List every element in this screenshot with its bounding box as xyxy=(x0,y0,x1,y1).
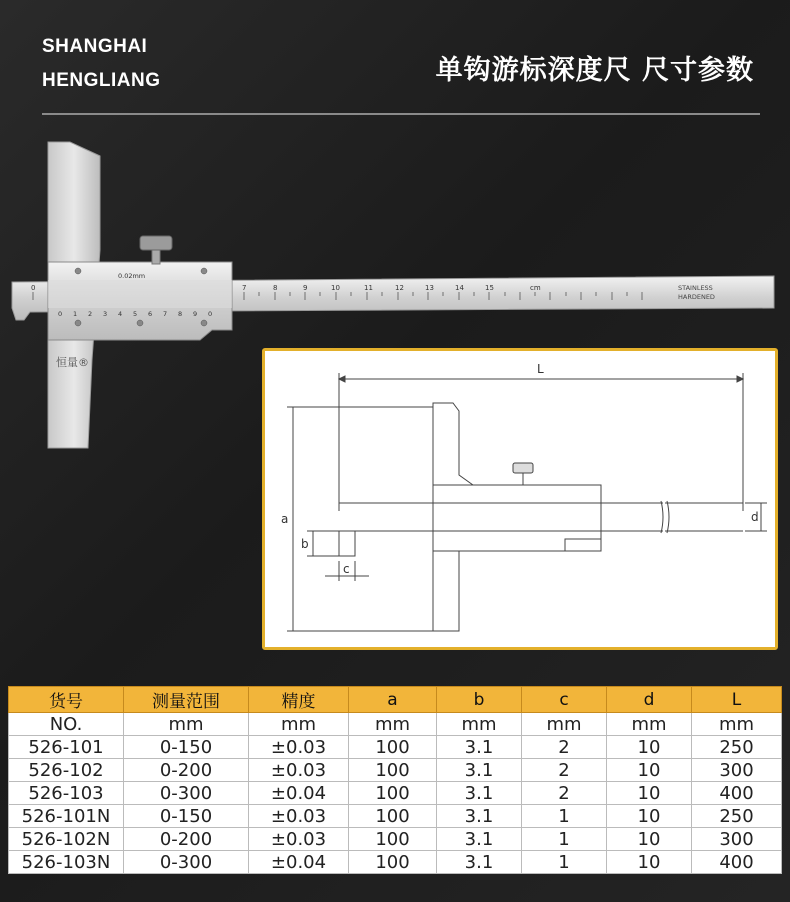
page-title: 单钩游标深度尺 尺寸参数 xyxy=(435,55,754,86)
table-cell: 10 xyxy=(607,828,692,851)
table-header-row xyxy=(9,687,782,713)
vernier-precision-label: 0.02mm xyxy=(118,272,146,280)
svg-text:2: 2 xyxy=(88,310,93,318)
table-cell: 100 xyxy=(349,828,437,851)
table-cell: 1 xyxy=(522,805,607,828)
table-cell: 3.1 xyxy=(437,828,522,851)
svg-text:8: 8 xyxy=(273,284,278,292)
table-cell: 10 xyxy=(607,782,692,805)
svg-text:0: 0 xyxy=(31,284,36,292)
table-cell: 300 xyxy=(692,759,782,782)
table-cell: 526-103N xyxy=(9,851,124,874)
svg-text:6: 6 xyxy=(148,310,153,318)
label-c: c xyxy=(343,562,350,576)
table-cell: ±0.03 xyxy=(249,828,349,851)
header-divider xyxy=(42,113,760,115)
unit-cell: mm xyxy=(607,713,692,736)
table-cell: 526-102N xyxy=(9,828,124,851)
table-cell: 3.1 xyxy=(437,736,522,759)
table-cell: 1 xyxy=(522,851,607,874)
table-cell: ±0.04 xyxy=(249,851,349,874)
table-cell: 100 xyxy=(349,805,437,828)
diagram-drawing xyxy=(265,351,775,647)
table-cell: 100 xyxy=(349,782,437,805)
table-cell: 3.1 xyxy=(437,782,522,805)
table-cell: 2 xyxy=(522,736,607,759)
table-cell: 0-300 xyxy=(124,782,249,805)
svg-text:14: 14 xyxy=(455,284,464,292)
table-cell: 10 xyxy=(607,736,692,759)
table-cell: 2 xyxy=(522,782,607,805)
engraving-stainless: STAINLESS xyxy=(678,284,713,292)
table-cell: 526-103 xyxy=(9,782,124,805)
svg-text:8: 8 xyxy=(178,310,183,318)
svg-text:11: 11 xyxy=(364,284,373,292)
svg-text:5: 5 xyxy=(133,310,138,318)
header-L: L xyxy=(692,687,782,713)
table-row xyxy=(9,759,782,782)
table-cell: 0-300 xyxy=(124,851,249,874)
header-b: b xyxy=(437,687,522,713)
table-cell: 0-200 xyxy=(124,759,249,782)
svg-text:1: 1 xyxy=(73,310,78,318)
svg-text:12: 12 xyxy=(395,284,404,292)
table-cell: 100 xyxy=(349,759,437,782)
table-cell: 2 xyxy=(522,759,607,782)
svg-text:0: 0 xyxy=(208,310,213,318)
engraving-hardened: HARDENED xyxy=(678,293,715,301)
svg-text:cm: cm xyxy=(530,284,541,292)
svg-text:3: 3 xyxy=(103,310,108,318)
table-cell: 300 xyxy=(692,828,782,851)
unit-cell: mm xyxy=(522,713,607,736)
table-cell: 0-150 xyxy=(124,736,249,759)
header-accuracy: 精度 xyxy=(249,687,349,713)
brand-logo xyxy=(42,30,161,98)
table-cell: ±0.03 xyxy=(249,736,349,759)
table-cell: 100 xyxy=(349,851,437,874)
header-a: a xyxy=(349,687,437,713)
table-cell: 526-101 xyxy=(9,736,124,759)
unit-cell: mm xyxy=(692,713,782,736)
brand-engraving: 恒量® xyxy=(56,356,89,369)
svg-text:0: 0 xyxy=(58,310,63,318)
label-d: d xyxy=(751,510,759,524)
brand-line-1: SHANGHAI xyxy=(42,36,148,57)
table-cell: 3.1 xyxy=(437,805,522,828)
table-row xyxy=(9,828,782,851)
table-row xyxy=(9,782,782,805)
table-cell: 10 xyxy=(607,805,692,828)
table-cell: 400 xyxy=(692,851,782,874)
table-unit-row xyxy=(9,713,782,736)
table-cell: 10 xyxy=(607,759,692,782)
table-cell: 526-102 xyxy=(9,759,124,782)
table-cell: 250 xyxy=(692,736,782,759)
table-cell: 0-150 xyxy=(124,805,249,828)
spec-table xyxy=(8,686,781,874)
table-cell: 0-200 xyxy=(124,828,249,851)
unit-cell: NO. xyxy=(9,713,124,736)
table-cell: 100 xyxy=(349,736,437,759)
brand-line-2: HENGLIANG xyxy=(42,70,161,91)
unit-cell: mm xyxy=(349,713,437,736)
svg-text:7: 7 xyxy=(242,284,247,292)
svg-text:9: 9 xyxy=(303,284,308,292)
unit-cell: mm xyxy=(124,713,249,736)
header-part-no: 货号 xyxy=(9,687,124,713)
svg-text:15: 15 xyxy=(485,284,494,292)
table-cell: 250 xyxy=(692,805,782,828)
header-d: d xyxy=(607,687,692,713)
table-cell: 400 xyxy=(692,782,782,805)
label-L: L xyxy=(537,362,544,376)
thumb-screw xyxy=(140,236,172,250)
dimension-diagram xyxy=(262,348,778,650)
table-cell: 1 xyxy=(522,828,607,851)
label-b: b xyxy=(301,537,309,551)
table-cell: 3.1 xyxy=(437,851,522,874)
svg-text:4: 4 xyxy=(118,310,123,318)
table-cell: ±0.04 xyxy=(249,782,349,805)
table-cell: ±0.03 xyxy=(249,759,349,782)
table-cell: 526-101N xyxy=(9,805,124,828)
table-row xyxy=(9,851,782,874)
header-c: c xyxy=(522,687,607,713)
unit-cell: mm xyxy=(249,713,349,736)
table-cell: ±0.03 xyxy=(249,805,349,828)
table-row xyxy=(9,736,782,759)
unit-cell: mm xyxy=(437,713,522,736)
svg-text:10: 10 xyxy=(331,284,340,292)
svg-text:9: 9 xyxy=(193,310,198,318)
svg-text:7: 7 xyxy=(163,310,168,318)
label-a: a xyxy=(281,512,289,526)
table-cell: 10 xyxy=(607,851,692,874)
header-range: 测量范围 xyxy=(124,687,249,713)
svg-text:13: 13 xyxy=(425,284,434,292)
table-row xyxy=(9,805,782,828)
table-cell: 3.1 xyxy=(437,759,522,782)
